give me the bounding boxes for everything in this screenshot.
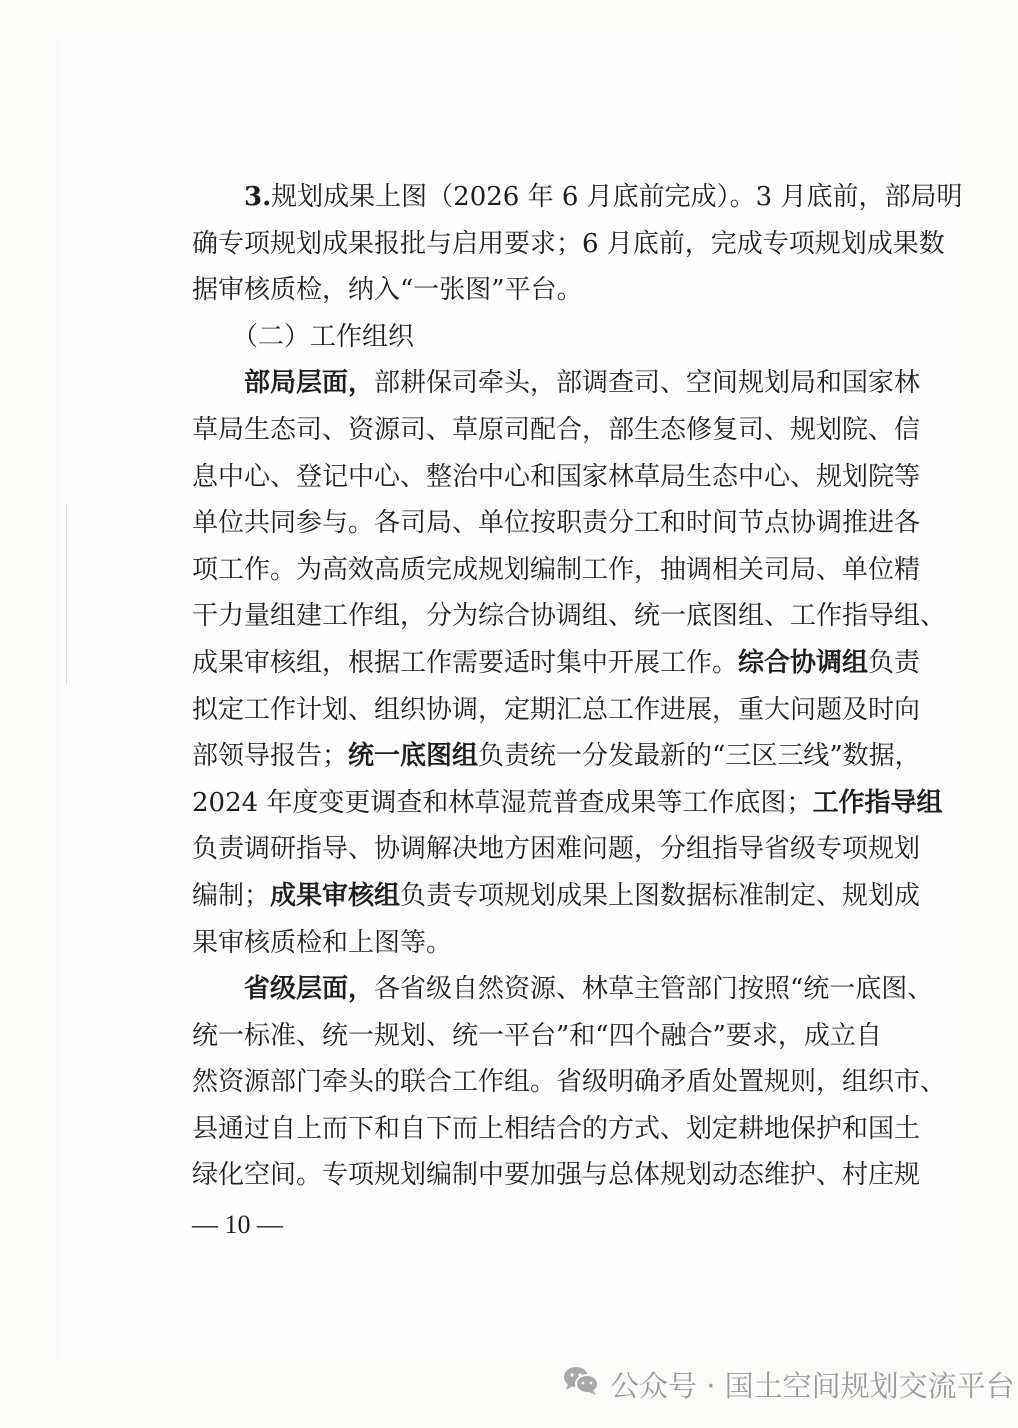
text-run: 绿化空间。专项规划编制中要加强与总体规划动态维护、村庄规 xyxy=(192,1160,921,1191)
watermark-text: 公众号 · 国土空间规划交流平台 xyxy=(610,1369,1015,1403)
text-line xyxy=(192,780,943,827)
text-run: 县通过自上而下和自下而上相结合的方式、划定耕地保护和国土 xyxy=(192,1113,921,1144)
text-run: 各省级自然资源、林草主管部门按照“统一底图、 xyxy=(374,974,934,1005)
text-line xyxy=(192,500,921,547)
text-line xyxy=(192,733,921,780)
text-line xyxy=(192,1059,947,1106)
text-run: 拟定工作计划、组织协调，定期汇总工作进展，重大问题及时向 xyxy=(192,694,921,725)
text-run: 负责调研指导、协调解决地方困难问题，分组指导省级专项规划 xyxy=(192,834,921,865)
bold-text-run: 工作指导组 xyxy=(812,787,943,818)
bold-text-run: 成果审核组 xyxy=(270,880,401,911)
text-line xyxy=(192,826,921,873)
scan-edge xyxy=(66,505,67,685)
text-line xyxy=(192,174,963,221)
text-run: 项工作。为高效高质完成规划编制工作，抽调相关司局、单位精 xyxy=(192,554,921,585)
text-line xyxy=(192,687,921,734)
text-line xyxy=(192,1013,882,1060)
text-line xyxy=(192,221,945,268)
text-run: 干力量组建工作组，分为综合协调组、统一底图组、工作指导组、 xyxy=(192,601,947,632)
text-line xyxy=(192,640,921,687)
text-run: 果审核质检和上图等。 xyxy=(192,927,453,958)
text-run: 2024 年度变更调查和林草湿荒普查成果等工作底图； xyxy=(192,787,813,818)
text-run: 编制； xyxy=(192,880,271,911)
text-run: 负责 xyxy=(868,647,921,678)
bold-text-run: 统一底图组 xyxy=(348,741,479,772)
text-line xyxy=(192,407,921,454)
text-run: 单位共同参与。各司局、单位按职责分工和时间节点协调推进各 xyxy=(192,508,921,539)
text-run: 负责统一分发最新的“三区三线”数据， xyxy=(478,741,921,772)
bold-text-run: 3. xyxy=(244,182,272,212)
text-line xyxy=(192,547,921,594)
document-body xyxy=(192,174,963,1199)
text-run: 息中心、登记中心、整治中心和国家林草局生态中心、规划院等 xyxy=(192,461,921,492)
watermark xyxy=(562,1364,1015,1405)
text-line xyxy=(192,1106,921,1153)
bold-text-run: 综合协调组 xyxy=(738,647,869,678)
text-run: 统一标准、统一规划、统一平台”和“四个融合”要求，成立自 xyxy=(192,1020,882,1051)
text-line xyxy=(192,873,921,920)
wechat-icon xyxy=(562,1365,600,1404)
text-run: 规划成果上图（2026 年 6 月底前完成）。3 月底前，部局明 xyxy=(271,182,963,212)
text-run: （二）工作组织 xyxy=(232,321,415,352)
text-line xyxy=(192,360,921,407)
text-line xyxy=(192,920,842,967)
section-heading xyxy=(192,314,842,361)
text-line xyxy=(192,1152,921,1199)
text-line xyxy=(192,966,934,1013)
text-run: 负责专项规划成果上图数据标准制定、规划成 xyxy=(400,880,921,911)
bold-text-run: 省级层面， xyxy=(244,974,375,1005)
text-run: 部领导报告； xyxy=(192,741,349,772)
text-run: 据审核质检，纳入“一张图”平台。 xyxy=(192,275,583,306)
text-line xyxy=(192,267,842,314)
page-number: — 10 — xyxy=(192,1210,283,1239)
text-line xyxy=(192,593,947,640)
text-run: 成果审核组，根据工作需要适时集中开展工作。 xyxy=(192,647,739,678)
text-run: 然资源部门牵头的联合工作组。省级明确矛盾处置规则，组织市、 xyxy=(192,1067,947,1098)
text-run: 部耕保司牵头，部调查司、空间规划局和国家林 xyxy=(374,368,921,399)
text-run: 草局生态司、资源司、草原司配合，部生态修复司、规划院、信 xyxy=(192,414,921,445)
bold-text-run: 部局层面， xyxy=(244,368,375,399)
text-line xyxy=(192,454,921,501)
text-run: 确专项规划成果报批与启用要求；6 月底前，完成专项规划成果数 xyxy=(192,228,945,259)
